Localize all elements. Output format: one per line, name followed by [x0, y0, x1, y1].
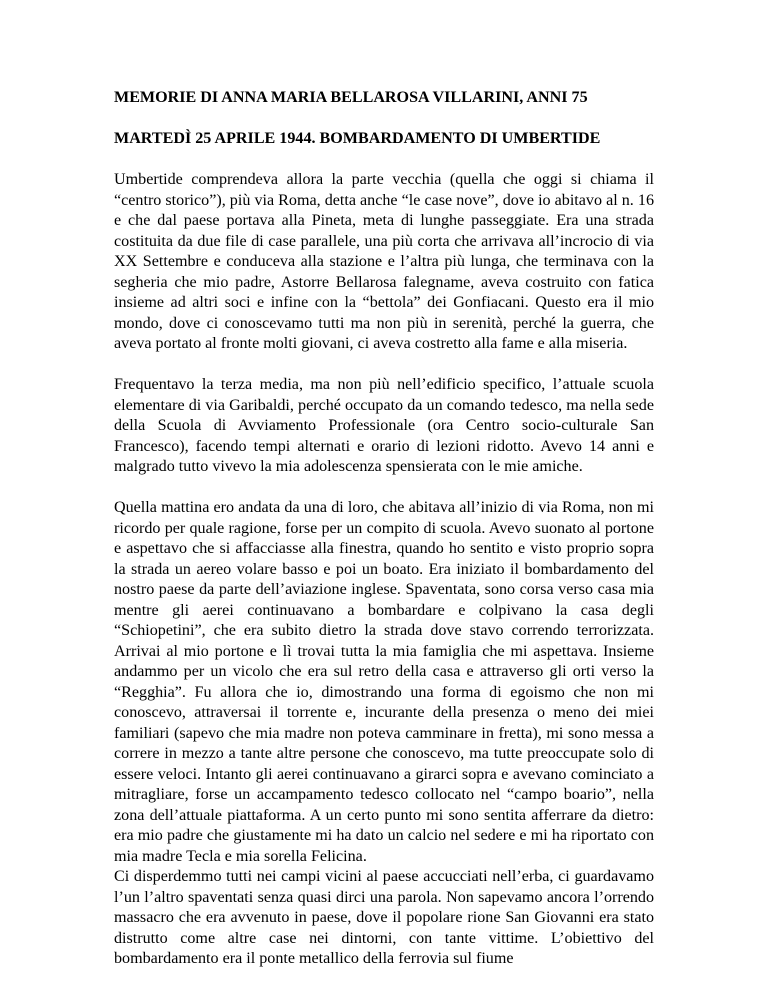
paragraph-2: Frequentavo la terza media, ma non più nell’edificio specifico, l’attuale scuola elementare di via Garibaldi, perché occupato da un comando tedesco, ma nella sede della Scuola di Avviamento Professionale (ora Centro socio-culturale San Francesco), facendo tempi alternati e orario di lezioni ridotto. Avevo 14 anni e malgrado tutto vivevo la mia adolescenza spensierata con le mie amiche.: [114, 376, 654, 475]
section-title: MARTEDÌ 25 APRILE 1944. BOMBARDAMENTO DI UMBERTIDE: [114, 130, 601, 147]
document-title: MEMORIE DI ANNA MARIA BELLAROSA VILLARINI, ANNI 75: [114, 89, 588, 106]
paragraph-4: Ci disperdemmo tutti nei campi vicini al paese accucciati nell’erba, ci guardavamo l’un l’altro spaventati senza quasi dirci una parola. Non sapevamo ancora l’orrendo massacro che era avvenuto in paese, dove il popolare rione San Giovanni era stato distrutto come altre case nei dintorni, con tante vittime. L’obiettivo del bombardamento era il ponte metallico della ferrovia sul fiume: [114, 868, 654, 967]
paragraph-3: Quella mattina ero andata da una di loro, che abitava all’inizio di via Roma, non mi ricordo per quale ragione, forse per un compito di scuola. Avevo suonato al portone e aspettavo che si affacciasse alla finestra, quando ho sentito e visto proprio sopra la strada un aereo volare basso e poi un boato. Era iniziato il bombardamento del nostro paese da parte dell’aviazione inglese. Spaventata, sono corsa verso casa mia mentre gli aerei continuavano a bombardare e colpivano la casa degli “Schiopetini”, che era subito dietro la strada dove stavo correndo terrorizzata. Arrivai al mio portone e lì trovai tutta la mia famiglia che mi aspettava. Insieme andammo per un vicolo che era sul retro della casa e attraverso gli orti verso la “Regghia”. Fu allora che io, dimostrando una forma di egoismo che non mi conoscevo, attraversai il torrente e, incurante della presenza o meno dei miei familiari (sapevo che mia madre non poteva camminare in fretta), mi sono messa a correre in mezzo a tante altre persone che conoscevo, ma tutte preoccupate solo di essere veloci. Intanto gli aerei continuavano a girarci sopra e avevano cominciato a mitragliare, forse un accampamento tedesco collocato nel “campo boario”, nella zona dell’attuale piattaforma. A un certo punto mi sono sentita afferrare da dietro: era mio padre che giustamente mi ha dato un calcio nel sedere e mi ha riportato con mia madre Tecla e mia sorella Felicina.: [114, 499, 654, 865]
body-text: [114, 170, 654, 970]
paragraph-1: Umbertide comprendeva allora la parte vecchia (quella che oggi si chiama il “centro storico”), più via Roma, detta anche “le case nove”, dove io abitavo al n. 16 e che dal paese portava alla Pineta, meta di lunghe passeggiate. Era una strada costituita da due file di case parallele, una più corta che arrivava all’incrocio di via XX Settembre e conduceva alla stazione e l’altra più lunga, che terminava con la segheria che mio padre, Astorre Bellarosa falegname, aveva costruito con fatica insieme ad altri soci e infine con la “bettola” dei Gonfiacani. Questo era il mio mondo, dove ci conoscevamo tutti ma non più in serenità, perché la guerra, che aveva portato al fronte molti giovani, ci aveva costretto alla fame e alla miseria.: [114, 171, 654, 352]
